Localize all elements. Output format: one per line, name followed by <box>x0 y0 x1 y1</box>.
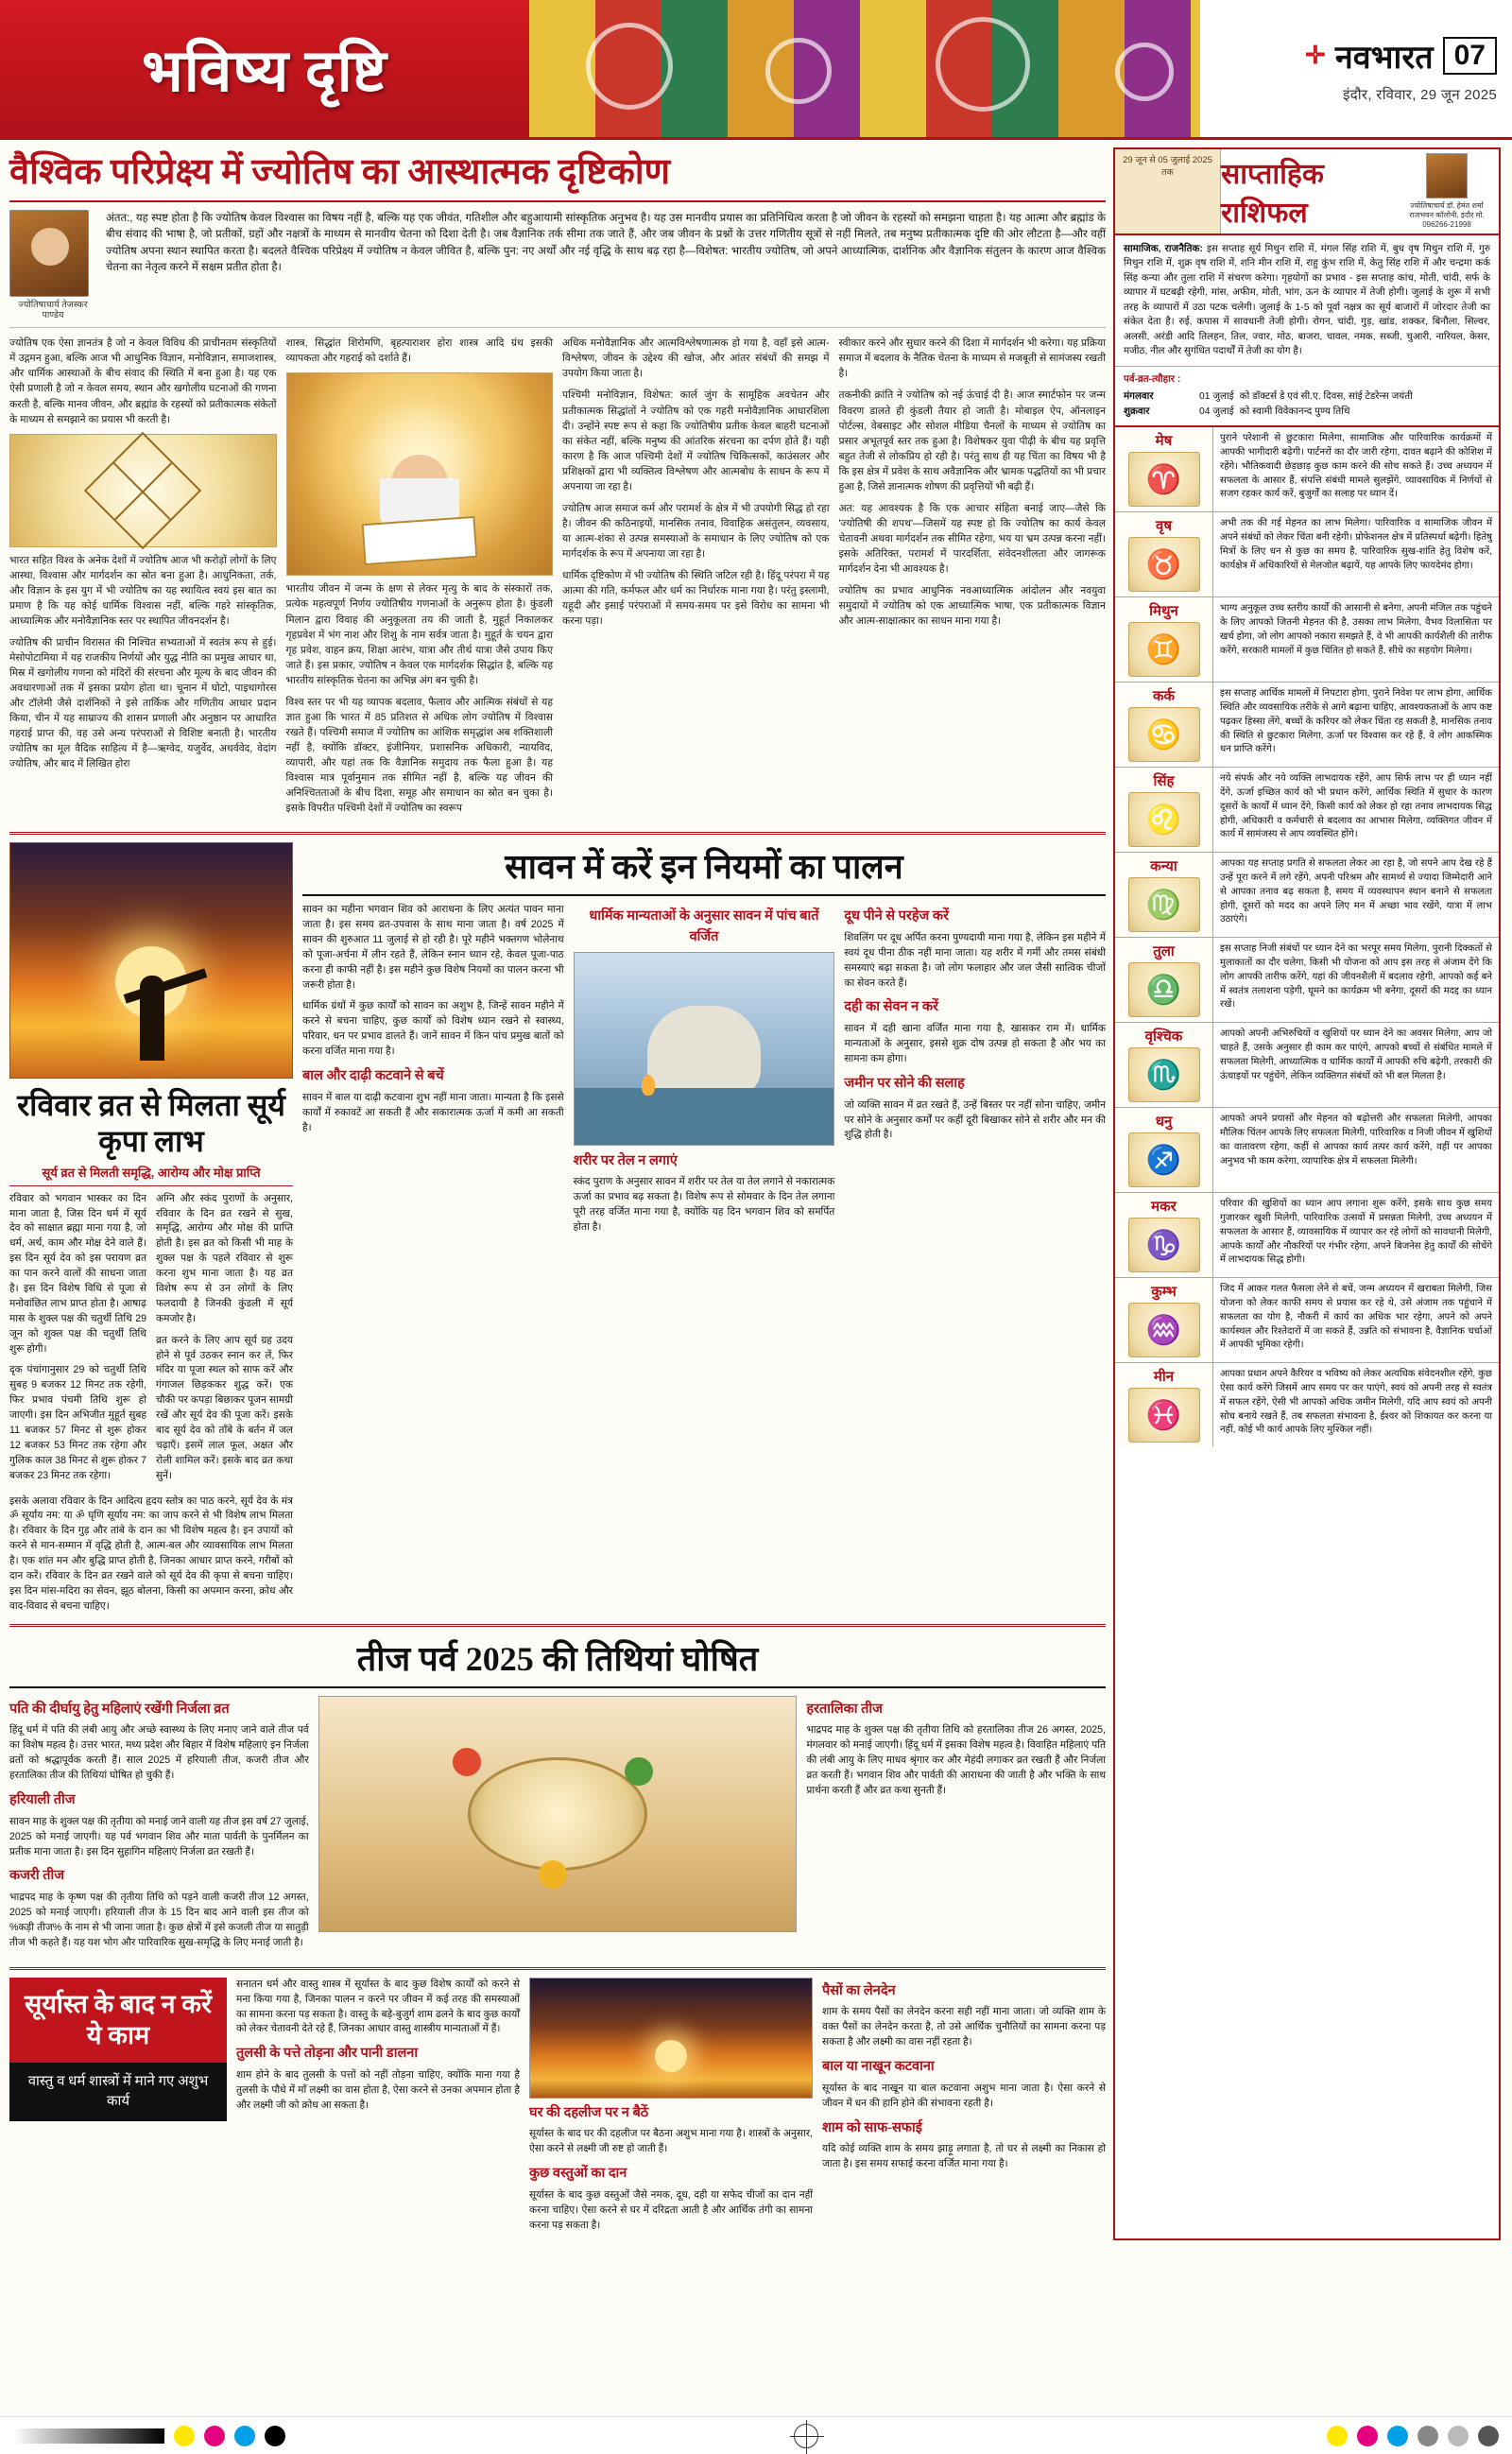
vrat-date: 01 जुलाई <box>1199 391 1234 403</box>
page-number: 07 <box>1443 37 1497 75</box>
sunset-title-block <box>9 1978 227 2240</box>
registration-mark-icon <box>794 2424 818 2448</box>
zodiac-label-block <box>1115 1363 1213 1447</box>
article-columns <box>9 328 1106 822</box>
paragraph: सावन में बाल या दाढ़ी कटवाना शुभ नहीं माना जाता। मान्यता है कि इससे कार्यों में रुकावटें आ सकती हैं और सकारात्मक ऊर्जा में कमी आ सकती है। <box>302 1091 564 1133</box>
zodiac-forecast: आपका यह सप्ताह प्रगति से सफलता लेकर आ रहा है, जो सपने आप देख रहे हैं उन्हें पूरा करने में लगे रहेंगे, अपनी परिश्रम और सामर्थ्य से ज्यादा जिम्मेदारी आने से आपका तनाव बढ़ सकता है, समय में व्यवस्थापन स्थान बनाने से सफलता होगी, दूसरों को मदद का अपने लिए मन में अच्छा भाव रखेंगे, यात्रा में लाभ उठाएंगे। <box>1220 858 1492 925</box>
zodiac-name: मिथुन <box>1149 604 1178 620</box>
article-column-1 <box>9 336 277 822</box>
zodiac-forecast: इस सप्ताह निजी संबंधों पर ध्यान देने का भरपूर समय मिलेगा, पुरानी दिक्कतों से मुलाकातों का दौर चलेगा, किसी भी योजना को आप इस तरह से अंजाम देंगे कि लोग आपकी तारीफ करेंगे, यहां की जीवनशैली में बदलाव रहेगी, आपको कई बने में स्वतंत्र तलाशना पड़ेगी, घूमने का कार्यक्रम भी बनेगा, दूसरों की मदद्द का ध्यान रखें। <box>1220 943 1492 1011</box>
hero-headline: वैश्विक परिप्रेक्ष्य में ज्योतिष का आस्थात्मक दृष्टिकोण <box>9 147 1106 202</box>
rashifal-title: साप्ताहिक राशिफल <box>1221 158 1324 229</box>
page-title: भविष्य दृष्टि <box>142 39 387 104</box>
paragraph: सावन माह के शुक्ल पक्ष की तृतीया को मनाई जाने वाली यह तीज इस वर्ष 27 जुलाई, 2025 को मनाई जाएगी। यह पर्व भगवान शिव और माता पार्वती के पुनर्मिलन का प्रतीक माना जाता है। इस दिन सुहागिन महिलाएं निर्जला व्रत रखती हैं। <box>9 1815 309 1858</box>
libra-icon: ♎ <box>1128 962 1200 1017</box>
sawan-col-3 <box>844 903 1106 1242</box>
paragraph: पश्चिमी मनोविज्ञान, विशेषत: कार्ल जुंग के सामूहिक अवचेतन और प्रतीकात्मक सिद्धांतों ने ज्योतिष को एक गहरी मनोवैज्ञानिक आधारशिला दी। उन्होंने स्पष्ट रूप से कहा कि ज्योतिषीय प्रतीक केवल बाहरी घटनाओं का संकेत नहीं, बल्कि मनुष्य की आंतरिक संरचना का दर्पण होते हैं। यही कारण है कि आज पश्चिमी देशों में ज्योतिष चिकित्सकों, काउंसलर और प्रशिक्षकों द्वारा भी व्यक्तित्व विश्लेषण और आत्मबोध के साधन के रूप में अपनाया जा रहा है। <box>562 389 830 493</box>
sawan-col-1 <box>302 903 564 1242</box>
color-swatch <box>1478 2426 1499 2446</box>
paragraph: यदि कोई व्यक्ति शाम के समय झाड़ू लगाता है, तो घर से लक्ष्मी का निकास हो जाता है। इस समय सफाई करना वर्जित माना गया है। <box>822 2143 1106 2170</box>
teej-col-1 <box>9 1696 309 1958</box>
sagittarius-icon: ♐ <box>1128 1132 1200 1187</box>
paragraph: जो व्यक्ति सावन में व्रत रखते हैं, उन्हें बिस्तर पर नहीं सोना चाहिए, जमीन पर सोने के अनुसार कर्मों पर कहीं दूरी बिखाकर सोने से शरीर और मन की शुद्धि होती है। <box>844 1098 1107 1141</box>
zodiac-row <box>1115 1193 1499 1278</box>
paragraph: भारत सहित विश्व के अनेक देशों में ज्योतिष आज भी करोड़ों लोगों के लिए आस्था, विश्वास और मार्गदर्शन का स्रोत बना हुआ है। आधुनिकता, तर्क, और विज्ञान के इस युग में भी ज्योतिष का यह स्थायित्व स्वयं इस बात का प्रमाण है कि यह कोई धार्मिक विश्वास नहीं, बल्कि गहरे सांस्कृतिक, आध्यात्मिक और मनोवैज्ञानिक स्तर पर स्थापित जीवनदर्शन है। <box>9 554 277 627</box>
paragraph: शिवलिंग पर दूध अर्पित करना पुण्यदायी माना गया है, लेकिन इस महीने में स्वयं दूध पीना ठीक नहीं माना जाता। यह शरीर में गर्मी और तमस संबंधी समस्याएं बढ़ा सकता है। जो लोग फलाहार और जल जैसी सात्विक चीजों का सेवन करते हैं। <box>844 931 1107 989</box>
paragraph: शास्त्र, सिद्धांत शिरोमणि, बृहत्पाराशर होरा शास्त्र आदि ग्रंथ इसकी व्यापकता और गहराई को दर्शाते हैं। <box>285 337 553 365</box>
mid-section <box>9 832 1106 1615</box>
main-content <box>9 147 1106 2240</box>
teej-item-0-name: हरियाली तीज <box>9 1792 76 1807</box>
sunset-col-2 <box>529 1978 813 2240</box>
zodiac-name: तुला <box>1153 944 1175 960</box>
zodiac-label-block <box>1115 768 1213 852</box>
teej-col-3 <box>806 1696 1106 1958</box>
zodiac-label-block <box>1115 1023 1213 1107</box>
paragraph: स्वीकार करने और सुधार करने की दिशा में मार्गदर्शन भी करेगा। यह प्रक्रिया समाज में बदलाव के नैतिक चेतना के माध्यम से मजबूती से सामंजस्य रखती है। <box>838 337 1106 380</box>
virgo-icon: ♍ <box>1128 877 1200 932</box>
cancer-icon: ♋ <box>1128 707 1200 762</box>
grayscale-gradient <box>13 2428 164 2444</box>
article-column-2 <box>286 336 554 822</box>
zodiac-label-block <box>1115 597 1213 682</box>
zodiac-row <box>1115 597 1499 683</box>
sunset-article <box>9 1967 1106 2240</box>
nandi-shivling-photo <box>574 952 835 1146</box>
vrat-text: को स्वामी विवेकानन्द पुण्य तिथि <box>1239 406 1350 418</box>
teej-festival-photo <box>318 1696 798 1932</box>
paragraph: भारतीय जीवन में जन्म के क्षण से लेकर मृत्यु के बाद के संस्कारों तक, प्रत्येक महत्वपूर्ण निर्णय ज्योतिषीय गणनाओं के अनुरूप होता है। कुंडली मिलान द्वारा विवाह की अनुकूलता तय की जाती है, मुहूर्त निकालकर गृहप्रवेश में भंग नाश और शिशु के नाम सर्वत्र जाता है। मुहूर्त के चयन द्वारा गृह प्रवेश, वाहन क्रय, शिक्षा आरंभ, यात्रा और तीर्थ यात्रा जैसे उपाय किए जाते हैं। इस प्रकार, ज्योतिष न केवल एक मार्गदर्शक सिद्धांत है, बल्कि यह भारतीय सांस्कृतिक चेतना का अभिन्न अंग बन चुकी है। <box>285 583 553 686</box>
paragraph: भाद्रपद माह के कृष्ण पक्ष की तृतीया तिथि को पड़ने वाली कजरी तीज 12 अगस्त, 2025 को मनाई जाएगी। हरियाली तीज के 15 दिन बाद आने वाली इस तीज को %कड़ी तीज% के नाम से भी जाना जाता है। कुछ क्षेत्रों में इसे कजली तीज या सातुड़ी तीज भी कहते हैं। यह यश भोग और पारिवारिक सुख-समृद्धि के लिए मनाई जाती है। <box>9 1892 309 1948</box>
astrology-chart-illustration <box>9 434 277 547</box>
paragraph: हिंदू धर्म में पति की लंबी आयु और अच्छे स्वास्थ्य के लिए मनाए जाने वाले तीज पर्व का विशेष महत्व है। उत्तर भारत, मध्य प्रदेश और बिहार में विशेष महिलाएं इन निर्जला व्रतों को श्रद्धापूर्वक करती हैं। साल 2025 में हरियाली तीज, कजरी तीज और हरतालिका तीज की तिथियां घोषित हो चुकी हैं। <box>9 1724 309 1782</box>
rashifal-vrat-list <box>1115 367 1499 428</box>
sunset-headline: सूर्यास्त के बाद न करें ये काम <box>9 1978 227 2063</box>
pisces-icon: ♓ <box>1128 1388 1200 1443</box>
sawan-article <box>302 842 1106 1615</box>
sunday-closing-paragraph: इसके अलावा रविवार के दिन आदित्य हृदय स्तोत्र का पाठ करने, सूर्य देव के मंत्र ॐ सूर्याय नम: या ॐ घृणि सूर्याय नम: का जाप करने से भी विशेष लाभ मिलता है। रविवार के दिन गुड़ और तांबे के दान का भी विशेष महत्व है। इन उपायों को करने से मान-सम्मान में वृद्धि होती है, आत्म-बल और व्यावसायिक लाभ मिलता है। एक शांत मन और बुद्धि प्राप्त होती है, जिनका आधार प्राप्त करने, गरीबों को दान करें। रविवार के दिन व्रत रखने वाले को सूर्य देव की कृपा से बचना चाहिए। इस दिन मांस-मदिरा का सेवन, झूठ बोलना, किसी का अपमान करना, क्रोध और वाद-विवाद से बचना चाहिए। <box>9 1495 293 1612</box>
teej-photo-col <box>318 1696 798 1958</box>
paragraph: दृक पंचांगानुसार 29 को चतुर्थी तिथि सुबह 9 बजकर 12 मिनट तक रहेगी, फिर प्रभाव पंचमी तिथि शुरू हो जाएगी। इस दिन अभिजीत मुहूर्त सुबह 11 बजकर 57 मिनट से शुरू होकर 12 बजकर 53 मिनट तक रहेगा और गुलिक काल 38 मिनट से शुरू होकर 7 बजकर 23 मिनट तक रहेगा। <box>9 1364 146 1481</box>
dateline: इंदौर, रविवार, 29 जून 2025 <box>1343 86 1497 103</box>
paragraph: व्रत करने के लिए आप सूर्य ग्रह उदय होने से पूर्व उठकर स्नान कर लें, फिर मंदिर या पूजा स्थल को साफ करें और गंगाजल छिड़ककर शुद्ध करें। एक चौकी पर कपड़ा बिछाकर पूजन सामग्री रखें और सूर्य देव की पूजा करें। इसके बाद सूर्य देव को ताँबे के बर्तन में जल चढ़ाएँ। इसमें लाल फूल, अक्षत और रोली शामिल करें। इसके बाद व्रत कथा सुनें। <box>156 1334 293 1481</box>
astrologer-photo <box>1426 153 1468 199</box>
zodiac-label-block <box>1115 938 1213 1022</box>
zodiac-label-block <box>1115 1108 1213 1192</box>
paragraph: भाद्रपद माह के शुक्ल पक्ष की तृतीया तिथि को हरतालिका तीज 26 अगस्त, 2025, मंगलवार को मनाई जाएगी। हिंदू धर्म में इसका विशेष महत्व है। विवाहित महिलाएं पति की लंबी आयु के लिए माधव श्रृंगार कर और मेहंदी लगाकर व्रत रखती हैं और निर्जला व्रत करती हैं। भगवान शिव और पार्वती की आराधना की जाती है और भक्ति के साथ प्रार्थना करती हैं और व्रत कथा सुनती हैं। <box>806 1724 1107 1796</box>
zodiac-name: मकर <box>1151 1200 1177 1216</box>
teej-headline: तीज पर्व 2025 की तिथियां घोषित <box>9 1634 1106 1688</box>
zodiac-name: कर्क <box>1152 689 1176 705</box>
zodiac-row <box>1115 938 1499 1023</box>
sunset-item-0-name: तुलसी के पत्ते तोड़ना और पानी डालना <box>236 2046 419 2062</box>
sunset-item-5-name: शाम को साफ-सफाई <box>822 2119 922 2135</box>
paragraph: अग्नि और स्कंद पुराणों के अनुसार, रविवार के दिन व्रत रखने से सुख, समृद्धि, आरोग्य और मोक्ष की प्राप्ति होती है। इस व्रत को किसी भी माह के शुक्ल पक्ष के पहले रविवार से शुरू करना शुभ माना जाता है। यह व्रत विशेष रूप से उन लोगों के लिए फलदायी है जिनकी कुंडली में सूर्य कमजोर है। <box>156 1192 293 1324</box>
sunset-photo <box>529 1978 813 2099</box>
author-caption: ज्योतिषाचार्य तेजस्कर पाण्डेय <box>18 299 88 321</box>
color-swatch <box>1448 2426 1469 2446</box>
zodiac-name: मीन <box>1153 1370 1175 1386</box>
zodiac-label-block <box>1115 853 1213 937</box>
astrologer-credit: ज्योतिषाचार्य डॉ. हेमंत शर्मा राजभवन कॉलोनी, इंदौर मो. 096266-21998 <box>1409 201 1485 229</box>
paragraph: शाम होने के बाद तुलसी के पत्तों को नहीं तोड़ना चाहिए, क्योंकि माना गया है तुलसी के पौधे में माँ लक्ष्मी का वास होता है, ऐसा करने से उनका अपमान होता है और लक्ष्मी जी को क्रोध आ सकता है। <box>236 2069 520 2111</box>
hero-lead-text: अंतत:, यह स्पष्ट होता है कि ज्योतिष केवल विश्वास का विषय नहीं है, बल्कि यह एक जीवंत, गतिशील और बहुआयामी सांस्कृतिक अनुभव है। यह उस मानवीय प्रयास का प्रतिनिधित्व करता है जो जीवन के रहस्यों को समझना चाहता है। यह आत्मा और ब्रह्मांड के बीच संवाद की भाषा है, जो प्रतीकों, ग्रहों और नक्षत्रों के माध्यम से मानवीय चेतना को दिशा देती है। जब वैज्ञानिक तर्क सीमा तक जाते हैं, और जब जीवन के प्रश्नों के उत्तर गणितीय सूत्रों से नहीं मिलते, तब मनुष्य प्रतीकात्मक दृष्टि की ओर लौटता है—और वहीं ज्योतिष अपना स्थान स्थापित करता है। बदलते वैश्विक परिप्रेक्ष्य में ज्योतिष न केवल जीवित है, बल्कि पुन: नए अर्थों और नई वृद्धि के साथ बढ़ रहा है—विशेषत: भारतीय ज्योतिष, जो अपने आध्यात्मिक, दार्शनिक और वैज्ञानिक संतुलन के कारण आज वैश्विक चेतना का नेतृत्व करने में सक्षम प्रतीत होता है। <box>106 211 1106 274</box>
sunday-col-2 <box>156 1192 293 1491</box>
sawan-block1-head: बाल और दाढ़ी कटवाने से बचें <box>302 1068 444 1084</box>
sawan-block5-head: जमीन पर सोने की सलाह <box>844 1075 965 1091</box>
lead-paragraph-row <box>9 202 1106 329</box>
zodiac-name: सिंह <box>1153 774 1175 790</box>
general-forecast-text: इस सप्ताह सूर्य मिथुन राशि में, मंगल सिंह राशि में, बुध वृष मिथुन राशि में, गुरु मिथुन राशि में, शुक्र वृष राशि में, शनि मीन राशि में, राहु कुंभ राशि में, केतु सिंह राशि में और चन्द्रमा कर्क सिंह कन्या और तुला राशि में संचरण करेगा। गृहयोगों का प्रभाव - इस सप्ताह कांच, मोती, चांदी, सर्फ के व्यापार में घटबढ़ी रहेगी, मांस, अफीम, मोती, भांग, ऊन के व्यापार में तेजी होगी। जुलाई के शुरू में सभी तरह के व्यापारों में उठा पटक चलेगी। जुलाई के 1-5 को पूर्वा नक्षत्र का सूर्य बाजारों में जोरदार तेजी का संकेत देता है। रुई, कपास में सावधानी तेजी होगी। रोगन, चांदी, गुड़, खांड, शक्कर, बिनौला, सिल्वर, अलसी, अरंडी आदि तिलहन, तिल, ज्वार, मोठ, बाजरा, चावल, नमक, सब्जी, चुआरी, नारियल, केसर, मजीठ, नील और सुगंधित पदार्थों में तेजी का योग है। <box>1124 244 1490 357</box>
plus-icon: ✛ <box>1305 41 1326 69</box>
zodiac-label-block <box>1115 427 1213 511</box>
zodiac-row <box>1115 853 1499 938</box>
zodiac-forecast: आपको अपने प्रयासों और मेहनत को बढ़ोत्तरी और सफलता मिलेगी, आपका मौलिक चिंतन आपके लिए सफलता मिलेगी, पारिवारिक व निजी जीवन में खुशियों का वातावरण रहेगा, कहीं से आपका कार्य तत्पर कार्य करेंगे, वहीं पर आपका अनुभव भी काम करेगा, व्यापारिक क्षेत्र में सफलता मिलेगी। <box>1220 1114 1492 1167</box>
color-swatch <box>265 2426 285 2446</box>
rashifal-panel <box>1113 147 1501 2240</box>
paragraph: ज्योतिष की प्राचीन विरासत की निश्चित सभ्यताओं में स्वतंत्र रूप से हुई। मेसोपोटामिया में यह राजकीय निर्णयों और युद्ध नीति का प्रमुख आधार था, मिस्र में खगोलीय गणना को मंदिरों की संरचना और मूल्य के बाद जीवन की अवधारणाओं तक में इसका प्रयोग होता था। चूनान में घोटो, पाइथागोरस और टॉलेमी जैसे दार्शनिकों ने इसे तार्किक और गणितीय आधार प्रदान किया, चीन में यह साम्राज्य की शासन प्रणाली और अनुष्ठान पर आधारित गहराई प्राप्त की, वह उसे अन्य परंपराओं से विशिष्ट बनाती है। भारतीय ज्योतिष का मूल वैदिक साहित्य में है—ऋग्वेद, यजुर्वेद, अथर्ववेद, वेदांग ज्योतिष, और बाद में लिखित होरा <box>9 636 277 770</box>
zodiac-row <box>1115 427 1499 512</box>
paragraph: अधिक मनोवैज्ञानिक और आत्मविश्लेषणात्मक हो गया है, वहाँ इसे आत्म-विश्लेषण, जीवन के उद्देश्य की खोज, और आंतर संबंधों की समझ में उपयोग किया जाता है। <box>562 337 830 380</box>
vrat-row <box>1124 405 1490 420</box>
sunday-vrat-article <box>9 842 293 1615</box>
paragraph: सावन में दही खाना वर्जित माना गया है, खासकर राम में। धार्मिक मान्यताओं के अनुसार, इससे शुक्र दोष उत्पन्न हो सकता है और भय का सामना कम होगा। <box>844 1023 1107 1064</box>
zodiac-name: वृष <box>1155 519 1172 535</box>
zodiac-forecast: परिवार की खुशियों का ध्यान आप लगाना शुरू करेंगे, इसके साथ कुछ समय गुजारकर खुशी मिलेगी, पारिवारिक उत्सवों में प्रसन्नता मिलेगी, उच्च अध्ययन में सफलता के आसार हैं, व्यावसायिक में व्यापार कर रहे लोगों को सावधानी मिलेगी, आपके कार्यों और नौकरियों पर गंभीर रहेगा, अपने बिजनेस हेतु कार्यों की सोचेंगे में लाभदायक सिद्ध होगी। <box>1220 1199 1492 1266</box>
zodiac-row <box>1115 768 1499 853</box>
taurus-icon: ♉ <box>1128 537 1200 592</box>
zodiac-name: कुम्भ <box>1151 1285 1177 1301</box>
sawan-col-2 <box>574 903 835 1242</box>
vrat-date: 04 जुलाई <box>1199 406 1234 418</box>
zodiac-row <box>1115 1363 1499 1447</box>
zodiac-row <box>1115 1278 1499 1363</box>
sunset-item-3-name: पैसों का लेनदेन <box>822 1982 896 1998</box>
sunday-vrat-subhead: सूर्य व्रत से मिलती समृद्धि, आरोग्य और मोक्ष प्राप्ति <box>9 1164 293 1186</box>
zodiac-forecast: भाग्य अनुकूल उच्च स्तरीय कार्यों की आसानी से बनेगा, अपनी मंजिल तक पहुंचने के लिए आपको जितनी मेहनत की है, उसका लाभ मिलेगा, वैभव विलासिता पर खर्च होगा, जो लोग आपको नकारा समझते हैं, वे भी आपकी कार्यशैली की तारीफ करेंगे, सरकारी मामलों में कुछ चिंतित हो सकते हैं, सीधे का सहयोग मिलेगा। <box>1220 603 1492 656</box>
paragraph: धार्मिक दृष्टिकोण में भी ज्योतिष की स्थिति जटिल रही है। हिंदू परंपरा में यह आत्मा की गति, कर्मफल और धर्म का निर्धारक माना गया है। परंतु इस्लामी, यहूदी और इसाई परंपराओं में समय-समय पर इसे विरोध का सामना भी करना पड़ा। <box>562 570 830 628</box>
zodiac-list <box>1115 427 1499 1447</box>
vrat-row <box>1124 389 1490 405</box>
zodiac-forecast: नये संपर्क और नये व्यक्ति लाभदायक रहेंगे, आप सिर्फ लाभ पर ही ध्यान नहीं देंगे, ऊर्जा इच्छित कार्य को भी प्रधान करेंगे, आर्थिक स्थिति में सुधार के कारण दूसरों के कार्यों में ध्यान देंगे, किसी कार्य को लेकर हो रहा तनाव लाभदायक सिद्ध होगी, अधिकारी व कर्मचारी से बदलाव का आभास मिलेगा, व्यक्तिगत जीवन में कार्य में सामंजस्य से आप व्यवस्थित होंगे। <box>1220 773 1492 840</box>
sawan-col2-head: धार्मिक मान्यताओं के अनुसार सावन में पांच बातें वर्जित <box>589 908 819 944</box>
color-swatch <box>1418 2426 1438 2446</box>
author-block <box>9 210 96 322</box>
paragraph: सूर्यास्त के बाद नाखून या बाल कटवाना अशुभ माना जाता है। ऐसा करने से जीवन में धन की हानि होने की संभावना रहती है। <box>822 2082 1106 2109</box>
paragraph: विश्व स्तर पर भी यह व्यापक बदलाव, फैलाव और आत्मिक संबंधों से यह ज्ञात हुआ कि भारत में 85 प्रतिशत से अधिक लोग ज्योतिष में विश्वास रखते हैं। पश्चिमी समाज में ज्योतिष का आंशिक समृद्धांश अब शक्तिशाली नहीं है, क्योंकि डॉक्टर, इंजीनियर, प्रशासनिक अधिकारी, न्यायविद, व्यापारी, और यहां तक कि वैज्ञानिक समुदाय तक फैला हुआ है। यह विश्वास मात्र पूर्वानुमान तक सीमित नहीं है, बल्कि यह जीवन की अनिश्चितताओं के बीच दिशा, समूह और समाधान का स्रोत बन चुका है। इसके विपरीत पश्चिमी देशों में ज्योतिष का स्वरूप <box>285 696 553 815</box>
article-column-4 <box>839 336 1107 822</box>
zodiac-label-block <box>1115 1193 1213 1277</box>
paragraph: धार्मिक ग्रंथों में कुछ कार्यों को सावन का अशुभ है, जिन्हें सावन महीने में करने से बचना चाहिए, कुछ कार्यों को विशेष ध्यान रखने से स्वास्थ्य, परिवार, धन पर प्रभाव डालते हैं। जानें सावन में किन पांच प्रमुख बातों को करना वर्जित माना गया है। <box>302 1000 564 1058</box>
sawan-block2-head: शरीर पर तेल न लगाएं <box>573 1152 678 1168</box>
sage-illustration <box>286 372 554 576</box>
paper-name: नवभारत <box>1334 40 1434 76</box>
zodiac-row <box>1115 683 1499 768</box>
sunday-col-1 <box>9 1192 146 1491</box>
teej-subhead: पति की दीर्घायु हेतु महिलाएं रखेंगी निर्जला व्रत <box>9 1701 230 1717</box>
masthead-brand-block <box>1200 0 1512 137</box>
zodiac-row <box>1115 1108 1499 1193</box>
zodiac-forecast: जिद में आकर गलत फैसला लेने से बचें, जन्म अध्ययन में खराबता मिलेगी, जिस योजना को लेकर काफी समय से प्रयास कर रहे थे, उसे अंजाम तक पहुंचाने में सफलता का योग है, नौकरी में कार्य का अधिक भार रहेगा, अपने को अपने कार्यस्थल और रिश्तेदारों में जा सकते हैं, उन्नति को संभावना है, वैज्ञानिक चर्चाओं में आपकी भूमिका रहेगी। <box>1220 1284 1492 1351</box>
rashifal-astrologer-block <box>1395 149 1499 233</box>
paragraph: सूर्यास्त के बाद घर की दहलीज पर बैठना अशुभ माना गया है। शास्त्रों के अनुसार, ऐसा करने से लक्ष्मी जी रुष्ट हो जाती हैं। <box>529 2128 813 2155</box>
sunset-col-3 <box>822 1978 1106 2240</box>
masthead <box>0 0 1512 140</box>
zodiac-row <box>1115 512 1499 597</box>
paragraph: सावन का महीना भगवान शिव को आराधना के लिए अत्यंत पावन माना जाता है। इस समय व्रत-उपवास के साथ माना जाता है। वर्ष 2025 में सावन की शुरुआत 11 जुलाई से हो रही है। पूरे महीने भक्तगण भोलेनाथ को पूजा-अर्चना में लीन रहते हैं, लेकिन स्नान ध्यान रहे, केवल पूजा-पाठ करना ही काफी नहीं है। इस महीने कुछ विशेष नियमों का पालन करना भी जरूरी होता है। <box>302 904 564 991</box>
color-swatch <box>174 2426 195 2446</box>
paragraph: रविवार को भगवान भास्कर का दिन माना जाता है, जिस दिन धर्म में सूर्य देव को साक्षात ब्रह्मा माना गया है, जो धर्म, अर्थ, काम और मोक्ष देने वाले हैं। इस दिन सूर्य देव को इस परायण व्रत का पान करने वालों की साधना जाता है। इस दिन विशेष विधि से पूजा से मनोवांछित लाभ प्राप्त होता है। आषाढ़ मास के शुक्ल पक्ष की चतुर्थी तिथि 29 जून को शुक्ल पक्ष की चतुर्थी तिथि शुरू होगी। <box>9 1192 146 1355</box>
paragraph: सनातन धर्म और वास्तु शास्त्र में सूर्यास्त के बाद कुछ विशेष कार्यों को करने से मना किया गया है, जिनका पालन न करने पर जीवन में कई तरह की समस्याओं का सामना करना पड़ सकता है। वास्तु के बड़े-बुजुर्ग शाम ढलने के बाद कुछ कार्यों को लेकर चेतावनी देते रहे हैं, जिनका आधार वास्तु शास्त्रीय मान्यताओं में हैं। <box>236 1978 520 2035</box>
sawan-block4-head: दही का सेवन न करें <box>844 999 938 1015</box>
paragraph: स्कंद पुराण के अनुसार सावन में शरीर पर तेल या तेल लगाने से नकारात्मक ऊर्जा का प्रभाव बढ़ सकता है। विशेष रूप से सोमवार के दिन तेल लगाना पूरी तरह वर्जित माना गया है, क्योंकि यह दिन भगवान शिव को समर्पित होता है। <box>573 1176 835 1234</box>
general-forecast-label: सामाजिक, राजनैतिक: <box>1124 244 1203 254</box>
rashifal-general-forecast <box>1115 235 1499 367</box>
color-swatch <box>234 2426 255 2446</box>
zodiac-name: धनु <box>1155 1115 1173 1131</box>
zodiac-label-block <box>1115 512 1213 596</box>
paragraph: अत: यह आवश्यक है कि एक आचार संहिता बनाई जाए—जैसे कि 'ज्योतिषी की शपथ'—जिसमें यह स्पष्ट हो कि ज्योतिष का कार्य केवल चेतावनी अथवा मार्गदर्शन तक सीमित रहेगा, भय या भ्रम उत्पन्न करना नहीं। इसके अतिरिक्त, परामर्श में पारदर्शिता, संवेदनशीलता और जागरूक मार्गदर्शन देना भी आवश्यक है। <box>838 502 1106 575</box>
sunset-item-2-name: कुछ वस्तुओं का दान <box>529 2166 627 2182</box>
zodiac-forecast: अभी तक की गई मेहनत का लाभ मिलेगा। पारिवारिक व सामाजिक जीवन में अपने संबंधों को लेकर चिंता बनी रहेगी। प्रोफेशनल क्षेत्र में प्रतिस्पर्धा बढ़ेगी। हितेषु मित्रों के लिए धन से कुछ का समय है, पारिवारिक सुख-शांति हेतु विशेष करें, कार्यक्षेत्र में अधिकारियों से मेलजोल बढ़ायें, यह आपके लिए फायदेमंद होगा। <box>1220 518 1492 571</box>
color-swatch <box>1327 2426 1348 2446</box>
zodiac-forecast: इस सप्ताह आर्थिक मामलों में निपटारा होगा, पुराने निवेश पर लाभ होगा, आर्थिक स्थिति और व्यवसायिक तरीके से आगे बढ़ाना चाहिए, आवश्यकताओं के आप कष्ट पढ़कर हिस्सा लेंगे, बच्चों के करियर को लेकर चिंता रह सकती है, मानसिक तनाव की स्थिति से छुटकारा मिलेगा, ऊर्जा पर विश्वास कर रहे हैं, वे लोग आकस्मिक धन प्राप्ति करेंगे। <box>1220 688 1492 755</box>
paragraph: ज्योतिष आज समाज कर्म और परामर्श के क्षेत्र में भी उपयोगी सिद्ध हो रहा है। जीवन की कठिनाइयों, मानसिक तनाव, विवाहिक असंतुलन, व्यवसाय, या आत्म-शंका से उत्पन्न समस्याओं के समाधान के लिए ज्योतिष को एक मार्गदर्शक के रूप में अपनाया जा रहा है। <box>562 502 830 560</box>
rashifal-header <box>1115 149 1499 235</box>
zodiac-row <box>1115 1023 1499 1108</box>
sunset-col-1 <box>236 1978 520 2240</box>
zodiac-forecast: पुराने परेशानी से छुटकारा मिलेगा, सामाजिक और पारिवारिक कार्यक्रमों में आपकी भागीदारी बढ़ेगी। पार्टनरों का दौर जारी रहेगा, दावत बढ़ाने की कोशिश में रहेंगे। भौतिकवादी छेड़छाड़ कुछ काम करने की सोच सकते हैं। उच्च अध्ययन में सफलता के आसार हैं, संपत्ति संबंधी मामले सुलझेंगे, व्यावसायिक में निर्णयों से सजग रहकर कार्य करें, बुजुर्गों का सलाह पर ध्यान दें। <box>1220 433 1492 500</box>
zodiac-label-block <box>1115 1278 1213 1362</box>
sunset-item-1-name: घर की दहलीज पर न बैठें <box>529 2104 649 2120</box>
teej-article <box>9 1624 1106 1958</box>
masthead-decorative-art <box>529 0 1200 137</box>
sunset-item-4-name: बाल या नाखून कटवाना <box>822 2059 935 2075</box>
color-swatch <box>204 2426 225 2446</box>
vrat-day: शुक्रवार <box>1124 406 1150 418</box>
zodiac-name: कन्या <box>1150 859 1177 875</box>
zodiac-name: मेष <box>1155 434 1173 450</box>
scorpio-icon: ♏ <box>1128 1047 1200 1102</box>
vrat-list-label: पर्व-व्रत-त्यौहार : <box>1124 373 1181 385</box>
sawan-block3-head: दूध पीने से परहेज करें <box>844 908 949 925</box>
gemini-icon: ♊ <box>1128 622 1200 677</box>
sawan-headline: सावन में करें इन नियमों का पालन <box>302 842 1106 896</box>
rashifal-date-range: 29 जून से 05 जुलाई 2025 तक <box>1115 149 1221 233</box>
aquarius-icon: ♒ <box>1128 1303 1200 1357</box>
teej-item-1-name: कजरी तीज <box>9 1868 64 1884</box>
zodiac-name: वृश्चिक <box>1144 1029 1183 1046</box>
sunset-subhead: वास्तु व धर्म शास्त्रों में माने गए अशुभ कार्य <box>9 2063 227 2121</box>
vrat-text: को डॉक्टर्स डे एवं सी.ए. दिवस, सांई टेडरेन्स जयंती <box>1239 391 1413 403</box>
article-column-3 <box>562 336 830 822</box>
zodiac-forecast: आपको अपनी अभिरुचियों व खुशियों पर ध्यान देने का अवसर मिलेगा, आप जो चाहते हैं, उसके अनुसार ही काम कर पाएंगे, आपको बच्चों से संबंधित मामले में सफलता मिलेगी, आध्यात्मिक व धार्मिक कार्यों में आपकी रुचि बढ़ेगी, तरकारी की ऊंचाइयों पर पहुंचेंगे, लेकिन व्यक्तिगत संबंधों को भी बल मिलता है। <box>1220 1028 1492 1081</box>
capricorn-icon: ♑ <box>1128 1218 1200 1272</box>
masthead-title-block <box>0 0 529 137</box>
paragraph: तकनीकी क्रांति ने ज्योतिष को नई ऊंचाई दी है। आज स्मार्टफोन पर जन्म विवरण डालते ही कुंडली तैयार हो जाती है। मोबाइल ऐप, ऑनलाइन पोर्टल्स, वेबसाइट और सोशल मीडिया चैनलों के माध्यम से ज्योतिष का प्रसार अभूतपूर्व स्तर तक हुआ है। विशेषकर युवा पीढ़ी के बीच यह प्रवृत्ति बहुत तेजी से लोकप्रिय हो रही है। परंतु साथ ही यह चिंता का विषय भी है कि इस क्षेत्र में प्रवेश के साथ अवैज्ञानिक और भ्रामक पद्धतियों का भी प्रचार हुआ है, जिसे ज्ञानात्मक शोषण की प्रवृत्तियों भी बढ़ी हैं। <box>838 389 1106 493</box>
paragraph: ज्योतिष एक ऐसा ज्ञानतंत्र है जो न केवल विविध की प्राचीनतम संस्कृतियों में उद्गमन हुआ, बल्कि आज भी आधुनिक विज्ञान, मनोविज्ञान, समाजशास्त्र, और धार्मिक आस्थाओं के बीच संवाद की स्थिति में बना हुआ है। यह एक ऐसी प्रणाली है जो न केवल समय, स्थान और खगोलीय घटनाओं की गणना करती है, बल्कि मानव जीवन, और ब्रह्मांड के रहस्यों को प्रतीकात्मक संकेतों के माध्यम से समझाने का प्रयास भी करती है। <box>9 337 277 425</box>
paragraph: ज्योतिष का प्रभाव आधुनिक नवआध्यात्मिक आंदोलन और नवयुवा समुदायों में ज्योतिष को एक आध्यात्मिक भाषा, एक प्रतीकात्मक विज्ञान और आत्म-साक्षात्कार का साधन माना गया है। <box>838 585 1106 628</box>
author-photo <box>9 210 89 297</box>
teej-item-2-name: हरतालिका तीज <box>806 1701 883 1717</box>
paragraph: शाम के समय पैसों का लेनदेन करना सही नहीं माना जाता। जो व्यक्ति शाम के वक्त पैसों का लेनदेन करता है, तो उसे आर्थिक चुनौतियों का सामना करना पड़ सकता है और लक्ष्मी का वास नहीं रहता है। <box>822 2006 1106 2048</box>
zodiac-label-block <box>1115 683 1213 767</box>
color-swatch <box>1357 2426 1378 2446</box>
sunrise-photo <box>9 842 293 1079</box>
zodiac-forecast: आपका प्रधान अपने कैरियर व भविष्य को लेकर अत्यधिक संवेदनशील रहेंगे, कुछ ऐसा कार्य करेंगे जिसमें आप समय पर कर पाएंगे, स्वयं को अपनी तरह से स्वतंत्र में सफल रहेंगे, ऐसी भी आपको अधिक जमीन मिलेगी, यदि आप स्वयं को अपनी सोच बनाये रखते हैं, तब सफलता संभावना है, ईश्वर को शिकायत कर करना या नहीं, कोई भी कार्य आपके लिए मुश्किल नहीं। <box>1220 1369 1492 1436</box>
aries-icon: ♈ <box>1128 452 1200 507</box>
leo-icon: ♌ <box>1128 792 1200 847</box>
paragraph: सूर्यास्त के बाद कुछ वस्तुओं जैसे नमक, दूध, दही या सफेद चीजों का दान नहीं करना चाहिए। ऐसा करने से घर में दरिद्रता आती है और आर्थिक तंगी का सामना करना पड़ सकता है। <box>529 2189 813 2231</box>
vrat-day: मंगलवार <box>1124 391 1154 403</box>
color-swatch <box>1387 2426 1408 2446</box>
print-registration-bar <box>0 2416 1512 2454</box>
sunday-vrat-headline: रविवार व्रत से मिलता सूर्य कृपा लाभ <box>17 1088 285 1158</box>
